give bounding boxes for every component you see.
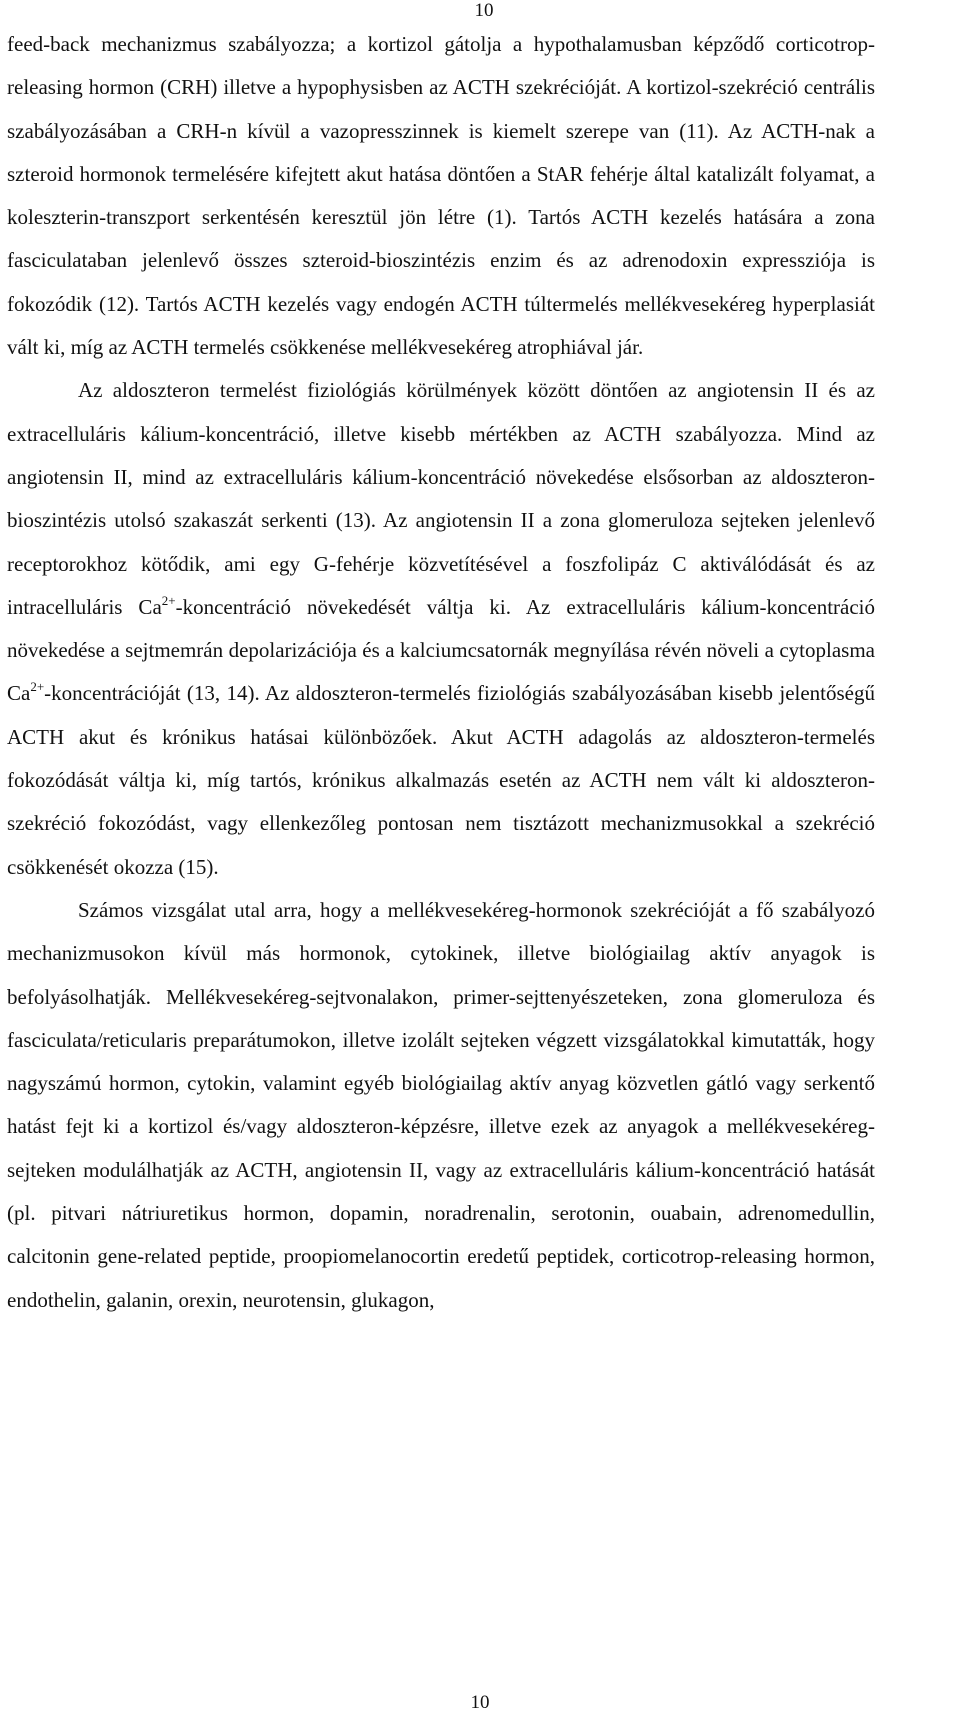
paragraph (7, 23, 875, 369)
paragraph-text: Számos vizsgálat utal arra, hogy a mellékvesekéreg-hormonok szekrécióját a fő szabályozó mechanizmusokon kívül más hormonok, cytokinek, illetve biológiailag aktív anyagok is befolyásolhatják. Mellékvesekéreg-sejtvonalakon, primer-sejttenyészeteken, zona glomeruloza és fasciculata/reticularis preparátumokon, illetve izolált sejteken végzett vizsgálatokkal kimutatták, hogy nagyszámú hormon, cytokin, valamint egyéb biológiailag aktív anyag közvetlen gátló vagy serkentő hatást fejt ki a kortizol és/vagy aldoszteron-képzésre, illetve ezek az anyagok a mellékvesekéreg-sejteken modulálhatják az ACTH, angiotensin II, vagy az extracelluláris kálium-koncentráció hatását (pl. pitvari nátriuretikus hormon, dopamin, noradrenalin, serotonin, ouabain, adrenomedullin, calcitonin gene-related peptide, proopiomelanocortin eredetű peptidek, corticotrop-releasing hormon, endothelin, galanin, orexin, neurotensin, glukagon, (7, 897, 875, 1312)
superscript: 2+ (30, 679, 45, 695)
paragraph (7, 889, 875, 1322)
superscript: 2+ (161, 592, 176, 608)
paragraph (7, 369, 875, 889)
paragraph-text: Az aldoszteron termelést fiziológiás körülmények között döntően az angiotensin II és az extracelluláris kálium-koncentráció, illetve kisebb mértékben az ACTH szabályozza. Mind az angiotensin II, mind az extracelluláris kálium-koncentráció növekedése elsősorban az aldoszteron-bioszintézis utolsó szakaszát serkenti (13). Az angiotensin II a zona glomeruloza sejteken jelenlevő receptorokhoz kötődik, ami egy G-fehérje közvetítésével a foszfolipáz C aktiválódását és az intracelluláris Ca (7, 378, 875, 619)
paragraph-text: -koncentrációját (13, 14). Az aldoszteron-termelés fiziológiás szabályozásában kisebb jelentőségű ACTH akut és krónikus hatásai különbözőek. Akut ACTH adagolás az aldoszteron-termelés fokozódását váltja ki, míg tartós, krónikus alkalmazás esetén az ACTH nem vált ki aldoszteron-szekréció fokozódást, vagy ellenkezőleg pontosan nem tisztázott mechanizmusokkal a szekréció csökkenését okozza (15). (7, 681, 875, 879)
body-text (7, 23, 875, 1322)
paragraph-text: -koncentráció növekedését váltja ki. Az extracelluláris kálium-koncentráció növekedése a sejtmemrán depolarizációja és a kalciumcsatornák megnyílása révén növeli a cytoplasma Ca (7, 594, 875, 706)
page-number-top: 10 (474, 0, 494, 21)
paragraph-text: feed-back mechanizmus szabályozza; a kortizol gátolja a hypothalamusban képződő corticotrop-releasing hormon (CRH) illetve a hypophysisben az ACTH szekrécióját. A kortizol-szekréció centrális szabályozásában a CRH-n kívül a vazopresszinnek is kiemelt szerepe van (11). Az ACTH-nak a szteroid hormonok termelésére kifejtett akut hatása döntően a StAR fehérje által katalizált folyamat, a koleszterin-transzport serkentésén keresztül jön létre (1). Tartós ACTH kezelés hatására a zona fasciculataban jelenlevő összes szteroid-bioszintézis enzim és az adrenodoxin expressziója is fokozódik (12). Tartós ACTH kezelés vagy endogén ACTH túltermelés mellékvesekéreg hyperplasiát vált ki, míg az ACTH termelés csökkenése mellékvesekéreg atrophiával jár. (7, 32, 875, 360)
page-number-bottom: 10 (470, 1692, 490, 1713)
